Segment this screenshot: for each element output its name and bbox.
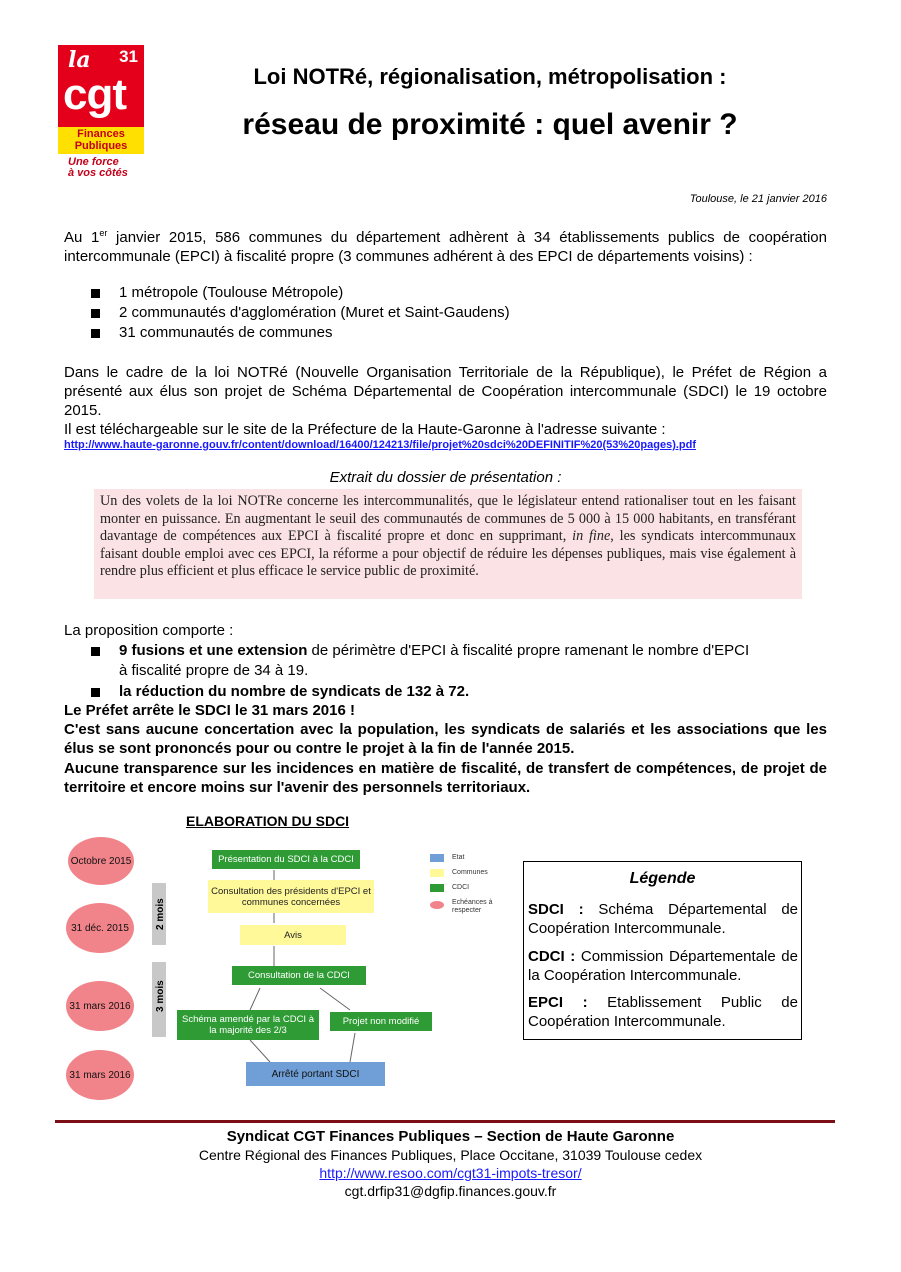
extract-box [94, 489, 802, 599]
document-date: Toulouse, le 21 janvier 2016 [689, 193, 827, 205]
step-presentation: Présentation du SDCI à la CDCI [212, 850, 360, 869]
page-title-line1: Loi NOTRé, régionalisation, métropolisation : [253, 64, 727, 89]
legend-entry-cdci [528, 947, 798, 985]
extract-text-b: , les syndicats intercommunaux faisant double emploi avec ces EPCI, la réforme a pour objectif de réduire les dépenses publiques, mais vise également à rendre plus efficient et plus efficace le service public de proximité. [100, 528, 796, 579]
step-arrete: Arrêté portant SDCI [246, 1062, 385, 1086]
bullet-text: 1 métropole (Toulouse Métropole) [119, 284, 344, 301]
download-line: Il est téléchargeable sur le site de la Préfecture de la Haute-Garonne à l'adresse suivante : [64, 421, 666, 438]
list-item [91, 283, 791, 303]
footer-email[interactable]: cgt.drfip31@dgfip.finances.gouv.fr [344, 1183, 557, 1199]
cgt-logo [58, 45, 144, 180]
legend-entry-sdci [528, 900, 798, 938]
step-consultation-cdci: Consultation de la CDCI [232, 966, 366, 985]
logo-slogan2: à vos côtés [68, 167, 128, 179]
key-swatch-etat [430, 854, 444, 862]
list-item [91, 303, 791, 323]
step-schema-amende: Schéma amendé par la CDCI à la majorité des 2/3 [177, 1010, 319, 1040]
legend-text: Schéma Départemental de Coopération Intercommunale. [528, 901, 799, 937]
bullet-text: la réduction du nombre de syndicats de 132 à 72. [119, 683, 470, 700]
date-ellipse: 31 mars 2016 [66, 981, 134, 1031]
footer-address: Centre Régional des Finances Publiques, Place Occitane, 31039 Toulouse cedex [198, 1147, 703, 1163]
key-etat: Etat [452, 854, 465, 861]
step-projet-non-modifie: Projet non modifié [330, 1012, 432, 1031]
extract-label: Extrait du dossier de présentation : [329, 469, 562, 486]
footer-org: Syndicat CGT Finances Publiques – Section de Haute Garonne [226, 1128, 675, 1145]
transparence-line: Aucune transparence sur les incidences en matière de fiscalité, de transfert de compétences, de projet de territoire et encore moins sur l'avenir des personnels territoriaux. [64, 760, 827, 796]
diagram-title: ELABORATION DU SDCI [186, 813, 350, 829]
intro-text-a: Au 1 [64, 229, 100, 246]
footer-website-row [64, 1164, 837, 1183]
legend-abbr: EPCI : [528, 994, 588, 1011]
extract-italic: in fine [572, 528, 611, 544]
key-cdci: CDCI [452, 884, 470, 891]
concertation-line: C'est sans aucune concertation avec la population, les syndicats de salariés et les associations que les élus se sont prononcés pour ou contre le projet à la fin de l'année 2015. [64, 721, 827, 757]
logo-la: la [68, 47, 91, 73]
bullet-square [91, 309, 100, 318]
legend-box [523, 861, 802, 1040]
sdci-document-link[interactable]: http://www.haute-garonne.gouv.fr/content/download/16400/124213/file/projet%20sdci%20DEFINITIF%20(53%20pages).pdf [64, 439, 697, 451]
logo-number: 31 [119, 47, 138, 66]
bullet-square [91, 688, 100, 697]
logo-slogan1: Une force [68, 156, 119, 168]
key-communes: Communes [452, 869, 488, 876]
bullet-text [119, 641, 749, 661]
step-consultation-presidents: Consultation des présidents d'EPCI et communes concernées [208, 880, 374, 913]
intro-text-b: janvier 2015, 586 communes du département adhèrent à 34 établissements publics de coopération intercommunale (EPCI) à fiscalité propre (3 communes adhérent à des EPCI de départements voisins) : [64, 229, 827, 265]
bullet-text: 2 communautés d'agglomération (Muret et Saint-Gaudens) [119, 304, 510, 321]
footer-divider [55, 1120, 835, 1123]
list-item [91, 323, 791, 343]
legend-abbr: CDCI : [528, 948, 576, 965]
list-item [91, 641, 831, 681]
proposal-fusions-bold: 9 fusions et une extension [119, 642, 308, 659]
key-swatch-echeances [430, 901, 444, 909]
date-ellipse: 31 déc. 2015 [66, 903, 134, 953]
intro-sup: er [99, 228, 108, 238]
footer-email-row [64, 1182, 837, 1201]
footer-website-link[interactable]: http://www.resoo.com/cgt31-impots-tresor/ [319, 1165, 582, 1181]
list-item [91, 682, 831, 702]
logo-cgt: cgt [63, 70, 126, 119]
prefet-line: Le Préfet arrête le SDCI le 31 mars 2016 ! [64, 702, 355, 719]
proposal-fusions-rest: de périmètre d'EPCI à fiscalité propre ramenant le nombre d'EPCI [307, 642, 750, 659]
bullet-square [91, 329, 100, 338]
proposal-intro: La proposition comporte : [64, 622, 234, 639]
key-swatch-cdci [430, 884, 444, 892]
legend-title: Légende [629, 870, 696, 887]
legend-abbr: SDCI : [528, 901, 584, 918]
key-swatch-communes [430, 869, 444, 877]
duration-label: 3 mois [155, 980, 166, 1012]
bullet-square [91, 647, 100, 656]
legend-text: Commission Départementale de la Coopération Intercommunale. [528, 948, 798, 984]
logo-line2: Publiques [74, 140, 128, 152]
legend-text: Etablissement Public de Coopération Intercommunale. [528, 994, 798, 1030]
step-avis: Avis [240, 925, 346, 945]
date-ellipse: Octobre 2015 [68, 837, 134, 885]
logo-slogan [68, 157, 128, 179]
intro-paragraph [64, 224, 827, 266]
page-title-line2: réseau de proximité : quel avenir ? [242, 108, 738, 141]
context-paragraph: Dans le cadre de la loi NOTRé (Nouvelle Organisation Territoriale de la République), le Préfet de Région a présenté aux élus son projet de Schéma Départemental de Coopération intercommunale (SDCI) le 19 octobre 2015. [64, 364, 827, 419]
logo-finances-publiques [58, 128, 144, 152]
bullet-square [91, 289, 100, 298]
bullet-text: 31 communautés de communes [119, 324, 333, 341]
duration-label: 2 mois [155, 898, 166, 930]
logo-line1: Finances [77, 128, 125, 140]
bullet-text-line2: à fiscalité propre de 34 à 19. [119, 662, 309, 679]
extract-text-a: Un des volets de la loi NOTRe concerne les intercommunalités, que le législateur entend rationaliser tout en les faisant monter en puissance. En augmentant le seuil des communautés de communes de 5 000 à 15 000 habitants, en transférant davantage de compétences aux EPCI à fiscalité propre et donc en supprimant, [100, 493, 796, 544]
legend-entry-epci [528, 993, 798, 1031]
date-ellipse: 31 mars 2016 [66, 1050, 134, 1100]
key-echeances: Echéances à respecter [452, 899, 493, 914]
